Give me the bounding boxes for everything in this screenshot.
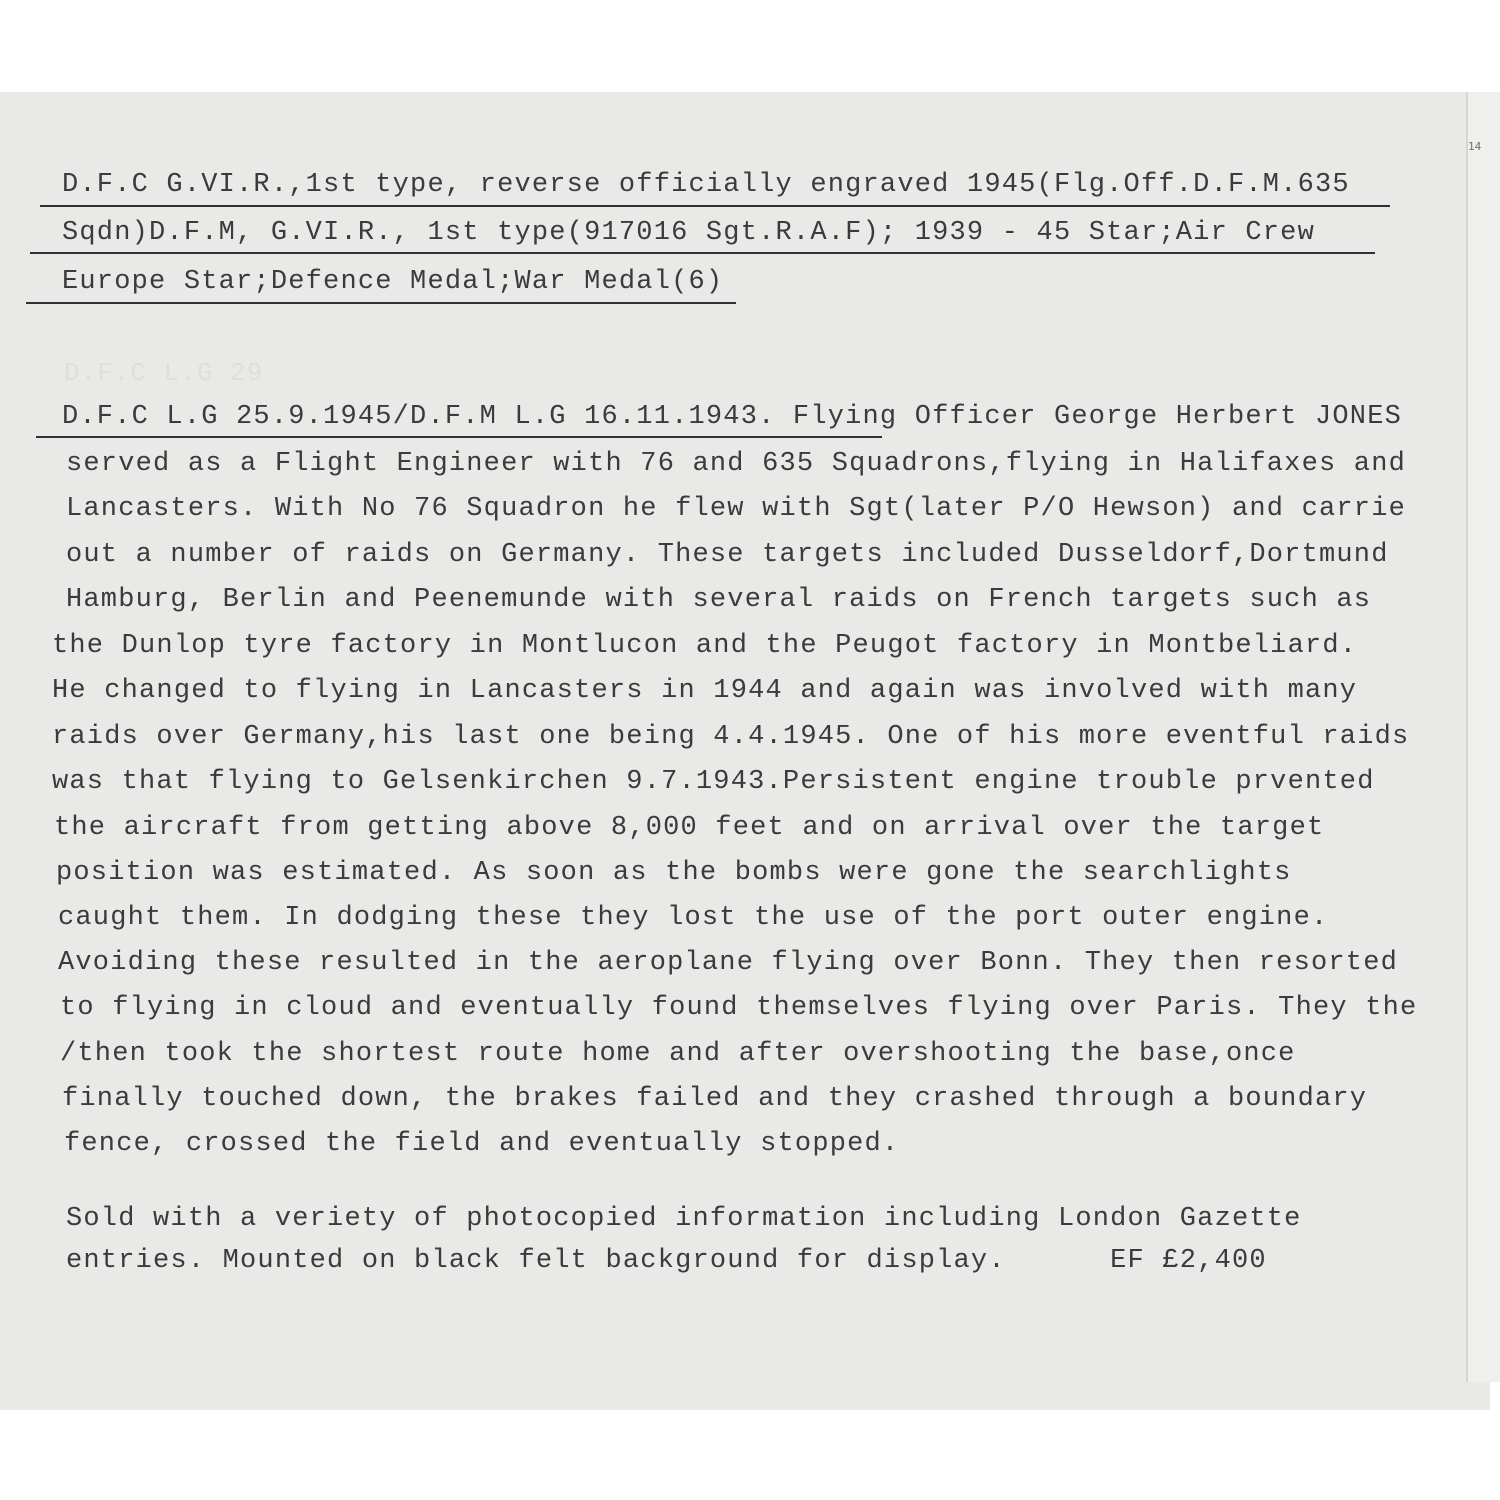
footer-line-1: Sold with a veriety of photocopied information including London Gazette — [66, 1204, 1302, 1234]
body-line-13: Avoiding these resulted in the aeroplane flying over Bonn. They then resorted — [58, 948, 1399, 978]
body-line-12: caught them. In dodging these they lost the use of the port outer engine. — [58, 903, 1329, 933]
header-underline-1 — [40, 205, 1390, 207]
body-line-3: Lancasters. With No 76 Squadron he flew with Sgt(later P/O Hewson) and carrie — [66, 494, 1407, 524]
body-line-6: the Dunlop tyre factory in Montlucon and the Peugot factory in Montbeliard. — [52, 631, 1358, 661]
page-edge — [1466, 92, 1500, 1382]
edge-mark: 14 — [1468, 140, 1482, 153]
body-line-7: He changed to flying in Lancasters in 1944 and again was involved with many — [52, 676, 1358, 706]
body-line-5: Hamburg, Berlin and Peenemunde with several raids on French targets such as — [66, 585, 1372, 615]
body-line-15: /then took the shortest route home and after overshooting the base,once — [60, 1039, 1296, 1069]
header-underline-3 — [26, 302, 736, 304]
header-line-2: Sqdn)D.F.M, G.VI.R., 1st type(917016 Sgt.R.A.F); 1939 - 45 Star;Air Crew — [62, 218, 1315, 248]
body-underline-1 — [36, 436, 882, 438]
header-underline-2 — [30, 252, 1375, 254]
header-line-1: D.F.C G.VI.R.,1st type, reverse officially engraved 1945(Flg.Off.D.F.M.635 — [62, 170, 1350, 200]
body-line-8: raids over Germany,his last one being 4.4.1945. One of his more eventful raids — [52, 722, 1410, 752]
body-line-1: D.F.C L.G 25.9.1945/D.F.M L.G 16.11.1943. Flying Officer George Herbert JONES — [62, 402, 1403, 432]
body-line-17: fence, crossed the field and eventually stopped. — [64, 1129, 900, 1159]
faint-heading: D.F.C L.G 29 — [64, 358, 264, 388]
body-line-14: to flying in cloud and eventually found themselves flying over Paris. They the — [60, 993, 1418, 1023]
footer-line-2: entries. Mounted on black felt background for display. EF £2,400 — [66, 1246, 1267, 1276]
body-line-9: was that flying to Gelsenkirchen 9.7.1943.Persistent engine trouble prvented — [52, 767, 1375, 797]
body-line-2: served as a Flight Engineer with 76 and 635 Squadrons,flying in Halifaxes and — [66, 449, 1407, 479]
body-line-11: position was estimated. As soon as the bombs were gone the searchlights — [56, 858, 1292, 888]
body-line-16: finally touched down, the brakes failed and they crashed through a boundary — [62, 1084, 1368, 1114]
body-line-10: the aircraft from getting above 8,000 feet and on arrival over the target — [54, 813, 1325, 843]
header-line-3: Europe Star;Defence Medal;War Medal(6) — [62, 267, 724, 297]
body-line-4: out a number of raids on Germany. These targets included Dusseldorf,Dortmund — [66, 540, 1389, 570]
